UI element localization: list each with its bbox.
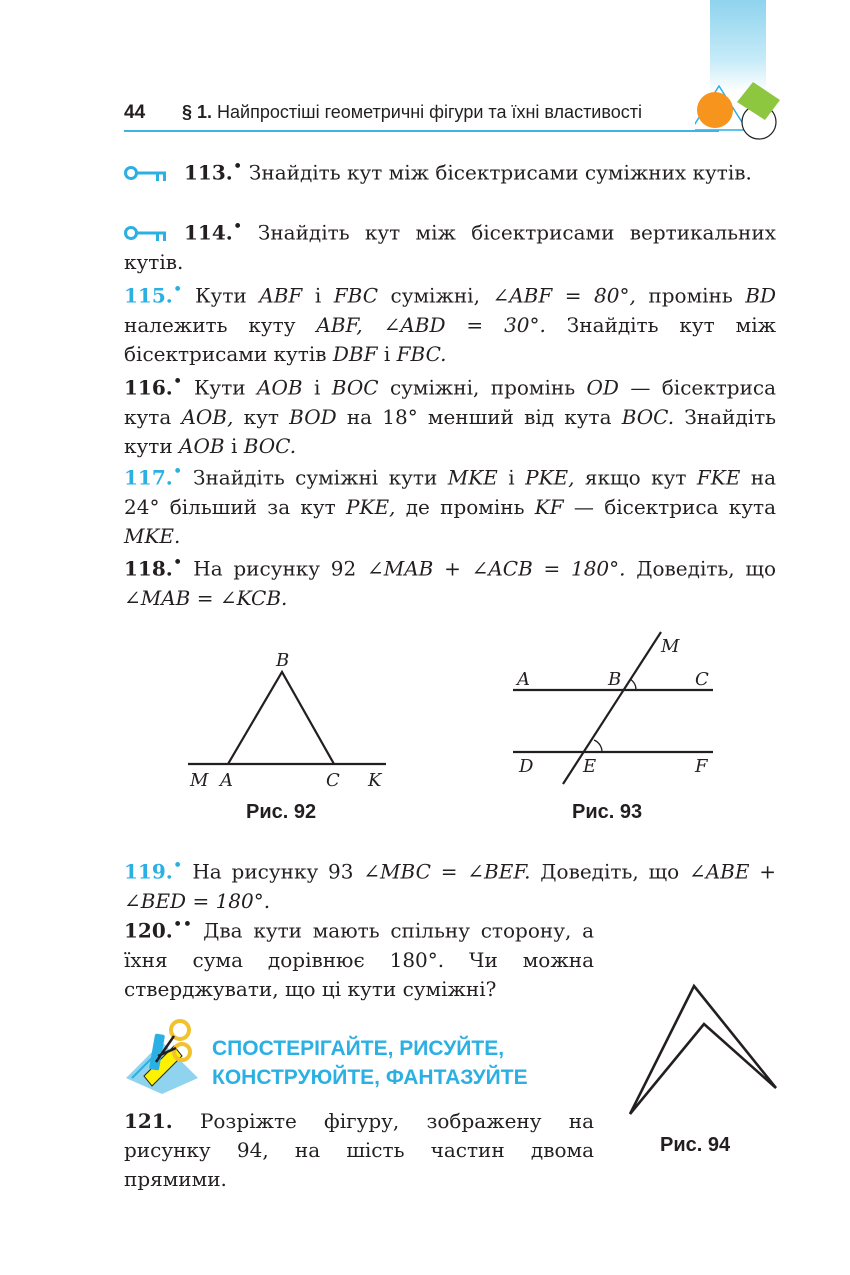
section-heading-line1: СПОСТЕРІГАЙТЕ, РИСУЙТЕ,: [212, 1037, 505, 1060]
label-K: K: [368, 770, 382, 791]
header-decor-bar: [710, 0, 766, 92]
problem-text: Два кути мають спільну сторону, а їхня сума дорівнює 180°. Чи можна стверджувати, що ці кути суміжні?: [124, 918, 595, 1002]
problem-number: 118.: [124, 556, 173, 581]
problem-number: 120.: [124, 918, 173, 943]
label-C: C: [695, 669, 709, 690]
problem-number: 116.: [124, 375, 173, 400]
key-icon: [124, 165, 168, 181]
problem-116: 116.• Кути AOB і BOC суміжні, промінь OD — бісектриса кута AOB, кут BOD на 18° менший від кута BOC. Знайдіть кути AOB і BOC.: [124, 372, 777, 459]
figure-92: [180, 640, 400, 800]
problem-119: 119.• На рисунку 93 ∠MBC = ∠BEF. Доведіть, що ∠ABE + ∠BED = 180°.: [124, 856, 776, 913]
tools-icon: [122, 1016, 202, 1096]
page-number: 44: [124, 102, 146, 123]
problem-117: 117.• Знайдіть суміжні кути MKE і PKE, якщо кут FKE на 24° більший за кут PKE, де промінь KF — бісектриса кута MKE.: [124, 462, 777, 549]
section-heading-line2: КОНСТРУЮЙТЕ, ФАНТАЗУЙТЕ: [212, 1066, 528, 1089]
label-B: B: [276, 650, 290, 671]
section-mark: § 1.: [182, 102, 213, 122]
key-icon: [124, 225, 168, 241]
running-header: [182, 102, 642, 123]
figure-92-caption: Рис. 92: [246, 801, 317, 823]
problem-number: 119.: [124, 859, 173, 884]
problem-number: 117.: [124, 465, 173, 490]
problem-text: Знайдіть кут між бісектрисами суміжних кутів.: [248, 160, 752, 185]
label-M: M: [190, 770, 209, 791]
problem-number: 121.: [124, 1109, 173, 1133]
figure-94-caption: Рис. 94: [660, 1134, 731, 1156]
label-A: A: [220, 770, 233, 791]
problem-text: Розріжте фігуру, зображену на рисунку 94, на шість частин двома прямими.: [124, 1109, 594, 1192]
label-C: C: [326, 770, 340, 791]
problem-115: 115.• Кути ABF і FBC суміжні, ∠ABF = 80°, промінь BD належить куту ABF, ∠ABD = 30°. Знайдіть кут між бісектрисами кутів DBF і FBC.: [124, 280, 777, 367]
label-B: B: [608, 669, 622, 690]
problem-120: 120.•• Два кути мають спільну сторону, а їхня сума дорівнює 180°. Чи можна стверджувати, що ці кути суміжні?: [124, 915, 595, 1002]
problem-number: 115.: [124, 283, 173, 308]
problem-text: Знайдіть кут між бісектрисами вертикальних кутів.: [124, 220, 776, 274]
label-D: D: [519, 756, 534, 777]
section-title: Найпростіші геометричні фігури та їхні властивості: [217, 102, 642, 122]
problem-number: 113.: [184, 160, 233, 185]
label-A: A: [517, 669, 530, 690]
problem-118: 118.• На рисунку 92 ∠MAB + ∠ACB = 180°. Доведіть, що ∠MAB = ∠KCB.: [124, 553, 777, 610]
section-heading: [212, 1034, 528, 1092]
problem-113: 113.• Знайдіть кут між бісектрисами суміжних кутів.: [124, 152, 776, 188]
figure-94: [620, 978, 790, 1128]
header-rule: [124, 130, 719, 132]
header-shapes-icon: [695, 80, 785, 150]
label-E: E: [583, 756, 597, 777]
figure-93-caption: Рис. 93: [572, 801, 643, 823]
label-M: M: [661, 636, 680, 657]
figure-93: [505, 622, 725, 792]
problem-121: [124, 1107, 594, 1195]
problem-114: 114.• Знайдіть кут між бісектрисами вертикальних кутів.: [124, 217, 776, 274]
problem-number: 114.: [184, 220, 233, 245]
label-F: F: [695, 756, 708, 777]
